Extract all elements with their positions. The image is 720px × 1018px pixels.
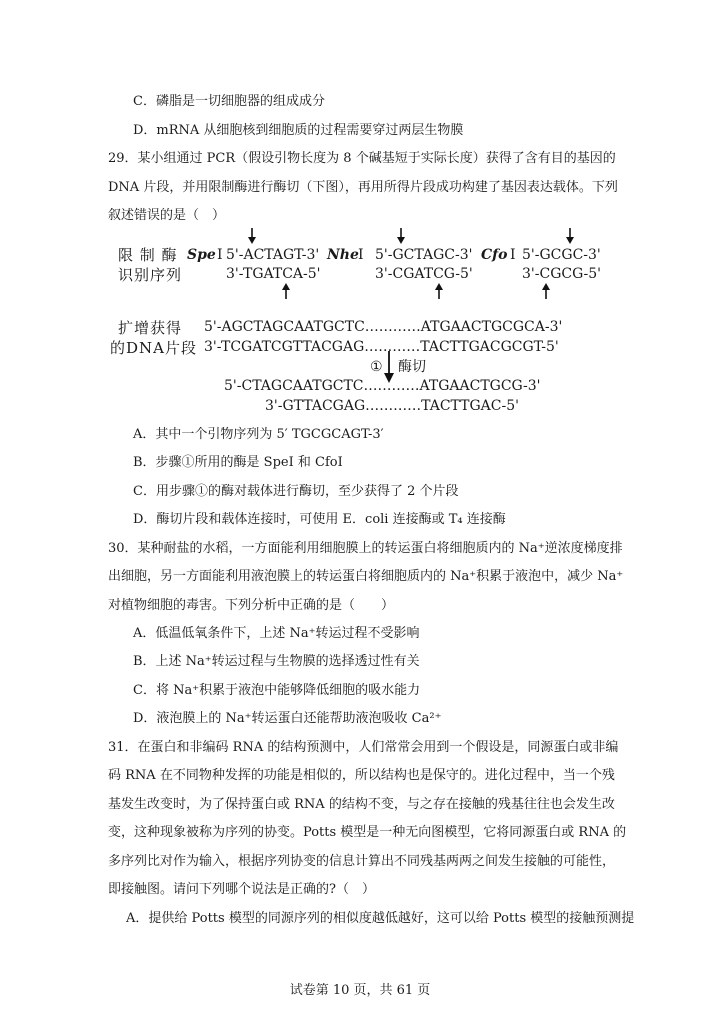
question-30-line1: 30．某种耐盐的水稻，一方面能利用细胞膜上的转运蛋白将细胞质内的 Na⁺逆浓度梯度排 <box>108 541 623 556</box>
cfo-cut-arrow-up-icon <box>541 283 551 299</box>
step-number: ① <box>370 359 383 375</box>
question-31-line1: 31．在蛋白和非编码 RNA 的结构预测中，人们常常会用到一个假设是，同源蛋白或非编 <box>108 740 619 755</box>
question-31-line2: 码 RNA 在不同物种发挥的功能是相似的，所以结构也是保守的。进化过程中，当一个残 <box>108 768 615 783</box>
question-30-line2: 出细胞，另一方面能利用液泡膜上的转运蛋白将细胞质内的 Na⁺积累于液泡中，减少 Na⁺ <box>108 569 624 584</box>
option-c-q30: C．将 Na⁺积累于液泡中能够降低细胞的吸水能力 <box>133 683 421 698</box>
spe-name: Spe <box>187 247 216 263</box>
option-a-q29: A．其中一个引物序列为 5′ TGCGCAGT-3′ <box>133 427 384 442</box>
nhe-roman: Ⅰ <box>358 247 364 263</box>
option-b-q30: B．上述 Na⁺转运过程与生物膜的选择透过性有关 <box>133 654 420 669</box>
nhe-cut-arrow-up-icon <box>434 283 444 299</box>
spe-roman: Ⅰ <box>217 247 223 263</box>
cfo-name: Cfo <box>481 247 508 263</box>
cut-bottom-strand: 3'-GTTACGAG…………TACTTGAC-5' <box>265 398 519 414</box>
question-29-line1: 29．某小组通过 PCR（假设引物长度为 8 个碱基短于实际长度）获得了含有目的基因的 <box>108 151 616 166</box>
restriction-enzyme-figure <box>0 225 720 415</box>
dna-bottom-strand: 3'-TCGATCGTTACGAG…………TACTTGACGCGT-5' <box>204 339 559 355</box>
enzyme-label-line1: 限 制 酶 <box>118 246 178 264</box>
cfo-roman: Ⅰ <box>510 247 516 263</box>
question-31-line3: 基发生改变时，为了保持蛋白或 RNA 的结构不变，与之存在接触的残基往往也会发生改 <box>108 797 615 812</box>
option-b-q29: B．步骤①所用的酶是 SpeI 和 CfoI <box>133 455 343 470</box>
dna-label-line1: 扩增获得 <box>118 319 183 337</box>
option-c-q28: C．磷脂是一切细胞器的组成成分 <box>133 94 325 109</box>
dna-top-strand: 5'-AGCTAGCAATGCTC…………ATGAACTGCGCA-3' <box>204 319 563 335</box>
spe-top-seq: 5'-ACTAGT-3' <box>226 247 320 263</box>
question-31-line6: 即接触图。请问下列哪个说法是正确的?（ ） <box>108 882 375 897</box>
nhe-bottom-seq: 3'-CGATCG-5' <box>375 266 473 282</box>
cfo-bottom-seq: 3'-CGCG-5' <box>522 266 602 282</box>
cfo-top-seq: 5'-GCGC-3' <box>522 247 601 263</box>
cut-top-strand: 5'-CTAGCAATGCTC…………ATGAACTGCG-3' <box>224 378 541 394</box>
question-29-line2: DNA 片段，并用限制酶进行酶切（下图），再用所得片段成功构建了基因表达载体。下列 <box>108 180 618 195</box>
question-31-line4: 变，这种现象被称为序列的协变。Potts 模型是一种无向图模型，它将同源蛋白或 RNA 的 <box>108 825 627 840</box>
nhe-cut-arrow-down-icon <box>396 228 406 244</box>
question-31-line5: 多序列比对作为输入，根据序列协变的信息计算出不同残基两两之间发生接触的可能性， <box>108 854 616 869</box>
option-a-q31: A．提供给 Potts 模型的同源序列的相似度越低越好，这可以给 Potts 模型的接触预测提 <box>126 911 635 926</box>
nhe-name: Nhe <box>327 247 359 263</box>
option-c-q29: C．用步骤①的酶对载体进行酶切，至少获得了 2 个片段 <box>133 484 459 499</box>
question-30-line3: 对植物细胞的毒害。下列分析中正确的是（ ） <box>108 598 395 613</box>
step-label: 酶切 <box>398 359 426 375</box>
option-d-q28: D．mRNA 从细胞核到细胞质的过程需要穿过两层生物膜 <box>133 123 464 138</box>
enzyme-label-line2: 识别序列 <box>118 266 183 284</box>
spe-bottom-seq: 3'-TGATCA-5' <box>226 266 321 282</box>
option-a-q30: A．低温低氧条件下，上述 Na⁺转运过程不受影响 <box>133 626 420 641</box>
option-d-q29: D．酶切片段和载体连接时，可使用 E．coli 连接酶或 T₄ 连接酶 <box>133 512 506 527</box>
spe-cut-arrow-up-icon <box>281 283 291 299</box>
dna-label-line2: 的DNA片段 <box>110 339 197 357</box>
option-d-q30: D．液泡膜上的 Na⁺转运蛋白还能帮助液泡吸收 Ca²⁺ <box>133 711 442 726</box>
nhe-top-seq: 5'-GCTAGC-3' <box>375 247 473 263</box>
cfo-cut-arrow-down-icon <box>565 228 575 244</box>
page-footer: 试卷第 10 页，共 61 页 <box>289 983 431 998</box>
question-29-line3: 叙述错误的是（ ） <box>108 208 226 223</box>
spe-cut-arrow-down-icon <box>247 228 257 244</box>
